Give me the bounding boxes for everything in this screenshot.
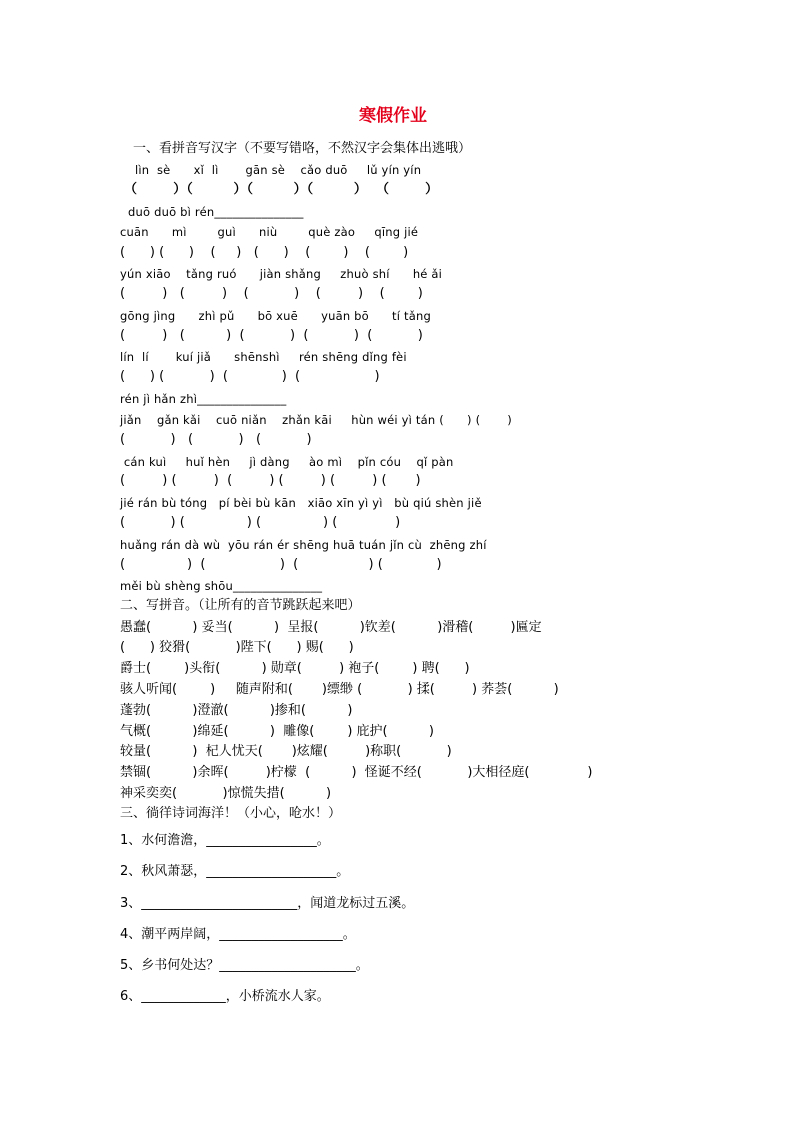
pinyin-exercise-line: 愚蠢( ) 妥当( ) 呈报( )钦差( )滑稽( )匾定: [120, 620, 542, 635]
pinyin-exercise-line: 气概( )绵延( ) 雕像( ) 庇护( ): [120, 724, 434, 739]
pinyin-exercise-line: 较量( ) 杞人忧天( )炫耀( )称职( ): [120, 744, 452, 759]
pinyin-line: jié rán bù tóng pí bèi bù kān xiāo xīn yì yì bù qiú shèn jiě: [120, 496, 482, 510]
section2-heading: 二、写拼音。（让所有的音节跳跃起来吧）: [120, 598, 361, 613]
pinyin-line: lín lí kuí jiǎ shēnshì rén shēng dǐng fèi: [120, 350, 407, 364]
answer-line: ( ) ( ) ( ) ( ): [120, 515, 401, 530]
answer-line: ( ) ( ) ( ) ( ): [120, 557, 442, 572]
pinyin-line: duō duō bì rén_______________: [128, 205, 304, 219]
poem-item: 4、潮平两岸阔，___________________。: [120, 927, 356, 942]
pinyin-exercise-line: 骇人听闻( ) 随声附和( )缥缈 ( ) 揉( ) 荞荟( ): [120, 682, 559, 697]
pinyin-exercise-line: 蓬勃( )澄澈( )掺和( ): [120, 703, 353, 718]
poem-item: 2、秋风萧瑟，____________________。: [120, 864, 350, 879]
pinyin-line: lìn sè xǐ lì gān sè cǎo duō lǔ yín yín: [135, 163, 422, 177]
pinyin-exercise-line: 禁锢( )余晖( )柠檬 ( ) 怪诞不经( )大相径庭( ): [120, 765, 593, 780]
answer-line: ( ) ( ) ( ) ( ) ( ) ( ): [120, 245, 409, 260]
section1-heading: 一、看拼音写汉字（不要写错咯，不然汉字会集体出逃哦）: [133, 141, 472, 156]
pinyin-exercise-line: 爵士( )头衔( ) 勋章( ) 袍子( ) 聘( ): [120, 661, 470, 676]
answer-line: （ ）（ ）（ ）（ ） （ ）: [124, 182, 439, 197]
poem-item: 6、_____________，小桥流水人家。: [120, 989, 330, 1004]
pinyin-line: huǎng rán dà wù yōu rán ér shēng huā tuán jǐn cù zhēng zhí: [120, 538, 487, 552]
poem-item: 1、水何澹澹，_________________。: [120, 833, 330, 848]
section3-heading: 三、徜徉诗词海洋！（小心，呛水！）: [120, 806, 342, 821]
answer-line: ( ) ( ) ( ) ( ) ( ): [120, 328, 423, 343]
pinyin-line: rén jì hǎn zhì_______________: [120, 392, 287, 406]
poem-item: 3、________________________，闻道龙标过五溪。: [120, 896, 415, 911]
pinyin-line: jiǎn gǎn kǎi cuō niǎn zhǎn kāi hùn wéi yì tán ( ) ( ): [120, 413, 512, 427]
pinyin-line: cán kuì huǐ hèn jì dàng ào mì pǐn cóu qǐ pàn: [120, 455, 454, 469]
pinyin-exercise-line: ( ) 狡猾( )陛下( ) 赐( ): [120, 640, 354, 655]
answer-line: ( ) ( ) ( ) ( ) ( ): [120, 286, 423, 301]
poem-item: 5、乡书何处达？_____________________。: [120, 958, 369, 973]
answer-line: ( ) ( ) ( ): [120, 432, 312, 447]
pinyin-exercise-line: 神采奕奕( )惊慌失措( ): [120, 786, 332, 801]
page-title: 寒假作业: [359, 106, 427, 126]
pinyin-line: cuān mì guì niù què zào qīng jié: [120, 225, 419, 239]
pinyin-line: yún xiāo tǎng ruó jiàn shǎng zhuò shí hé ǎi: [120, 267, 443, 281]
answer-line: ( ) ( ) ( ) ( ) ( ) ( ): [120, 473, 421, 488]
answer-line: ( ) ( ) ( ) ( ): [120, 369, 380, 384]
pinyin-line: gōng jìng zhì pǔ bō xuē yuān bō tí tǎng: [120, 309, 431, 323]
pinyin-line: měi bù shèng shōu_______________: [120, 579, 323, 593]
